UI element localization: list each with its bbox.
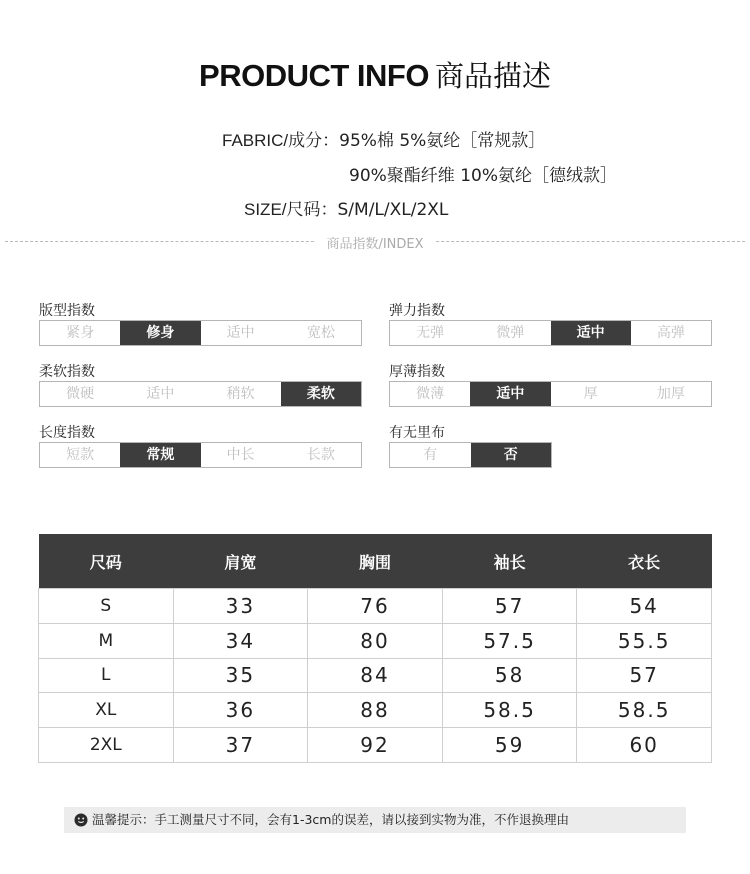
fit-index-bar — [39, 320, 362, 346]
title-cn: 商品描述 — [434, 61, 551, 93]
index-option: 高弹 — [656, 325, 685, 341]
fabric-value-2: 90%聚酯纤维 10%氨纶［德绒款］ — [349, 166, 617, 186]
size-label: SIZE/尺码： — [244, 200, 338, 219]
size-table-header — [39, 534, 712, 589]
index-option: 微薄 — [416, 386, 445, 402]
lining-index-bar — [389, 442, 552, 468]
index-option: 微弹 — [496, 325, 525, 341]
divider-label-text: 商品指数/INDEX — [316, 237, 433, 252]
table-cell: 37 — [173, 728, 308, 763]
table-cell: 34 — [173, 623, 308, 658]
fit-index-title: 版型指数 — [39, 303, 95, 319]
fabric-row — [222, 126, 545, 151]
header-shoulder: 肩宽 — [173, 534, 308, 589]
index-option: 有 — [423, 447, 438, 463]
table-cell: 58 — [442, 658, 577, 693]
header-chest: 胸围 — [308, 534, 443, 589]
header-size: 尺码 — [39, 534, 174, 589]
index-option: 适中 — [146, 386, 175, 402]
table-row — [39, 589, 712, 624]
divider-label — [0, 233, 750, 252]
table-cell: 84 — [308, 658, 443, 693]
table-row — [39, 623, 712, 658]
table-row — [39, 658, 712, 693]
table-cell: 58.5 — [577, 693, 712, 728]
table-cell: 33 — [173, 589, 308, 624]
table-cell: 92 — [308, 728, 443, 763]
index-option-selected: 适中 — [551, 321, 631, 345]
table-cell: 58.5 — [442, 693, 577, 728]
index-option: 加厚 — [656, 386, 685, 402]
smiley-icon — [74, 813, 88, 827]
table-cell: 76 — [308, 589, 443, 624]
index-option: 紧身 — [66, 325, 95, 341]
title-en: PRODUCT INFO — [199, 58, 429, 93]
tip-text: 温馨提示：手工测量尺寸不同，会有1-3cm的误差，请以接到实物为准，不作退换理由 — [92, 812, 569, 827]
index-option-selected: 常规 — [120, 443, 200, 467]
index-option: 短款 — [66, 447, 95, 463]
fabric-label: FABRIC/成分： — [222, 131, 340, 150]
index-option: 适中 — [226, 325, 255, 341]
header-sleeve: 袖长 — [442, 534, 577, 589]
index-option: 长款 — [306, 447, 335, 463]
table-cell: 57 — [577, 658, 712, 693]
fabric-value-1: 95%棉 5%氨纶［常规款］ — [339, 131, 546, 151]
index-option-selected: 修身 — [120, 321, 200, 345]
size-table — [38, 534, 712, 763]
table-cell: 59 — [442, 728, 577, 763]
index-option: 厚 — [583, 386, 598, 402]
length-index-bar — [39, 442, 362, 468]
index-option: 稍软 — [226, 386, 255, 402]
fabric-row-2 — [349, 161, 617, 186]
elasticity-index-bar — [389, 320, 712, 346]
index-option: 无弹 — [416, 325, 445, 341]
table-cell: M — [39, 623, 174, 658]
tip-banner — [64, 807, 686, 833]
table-cell: L — [39, 658, 174, 693]
table-cell: 57 — [442, 589, 577, 624]
table-cell: 2XL — [39, 728, 174, 763]
softness-index-bar — [39, 381, 362, 407]
index-option: 宽松 — [306, 325, 335, 341]
elasticity-index-title: 弹力指数 — [389, 303, 445, 319]
thickness-index-bar — [389, 381, 712, 407]
softness-index-title: 柔软指数 — [39, 364, 95, 380]
table-cell: 35 — [173, 658, 308, 693]
header-length: 衣长 — [577, 534, 712, 589]
index-option-selected: 柔软 — [281, 382, 361, 406]
table-cell: 88 — [308, 693, 443, 728]
table-cell: 57.5 — [442, 623, 577, 658]
size-row — [244, 195, 448, 220]
table-cell: 60 — [577, 728, 712, 763]
index-option-selected: 适中 — [470, 382, 550, 406]
index-option-selected: 否 — [471, 443, 552, 467]
table-row — [39, 693, 712, 728]
table-cell: S — [39, 589, 174, 624]
table-cell: 54 — [577, 589, 712, 624]
lining-index-title: 有无里布 — [389, 425, 445, 441]
thickness-index-title: 厚薄指数 — [389, 364, 445, 380]
size-value: S/M/L/XL/2XL — [337, 200, 449, 220]
table-row — [39, 728, 712, 763]
table-cell: 80 — [308, 623, 443, 658]
table-cell: 55.5 — [577, 623, 712, 658]
index-option: 微硬 — [66, 386, 95, 402]
index-option: 中长 — [226, 447, 255, 463]
table-cell: XL — [39, 693, 174, 728]
table-cell: 36 — [173, 693, 308, 728]
length-index-title: 长度指数 — [39, 425, 95, 441]
page-title — [0, 54, 750, 95]
